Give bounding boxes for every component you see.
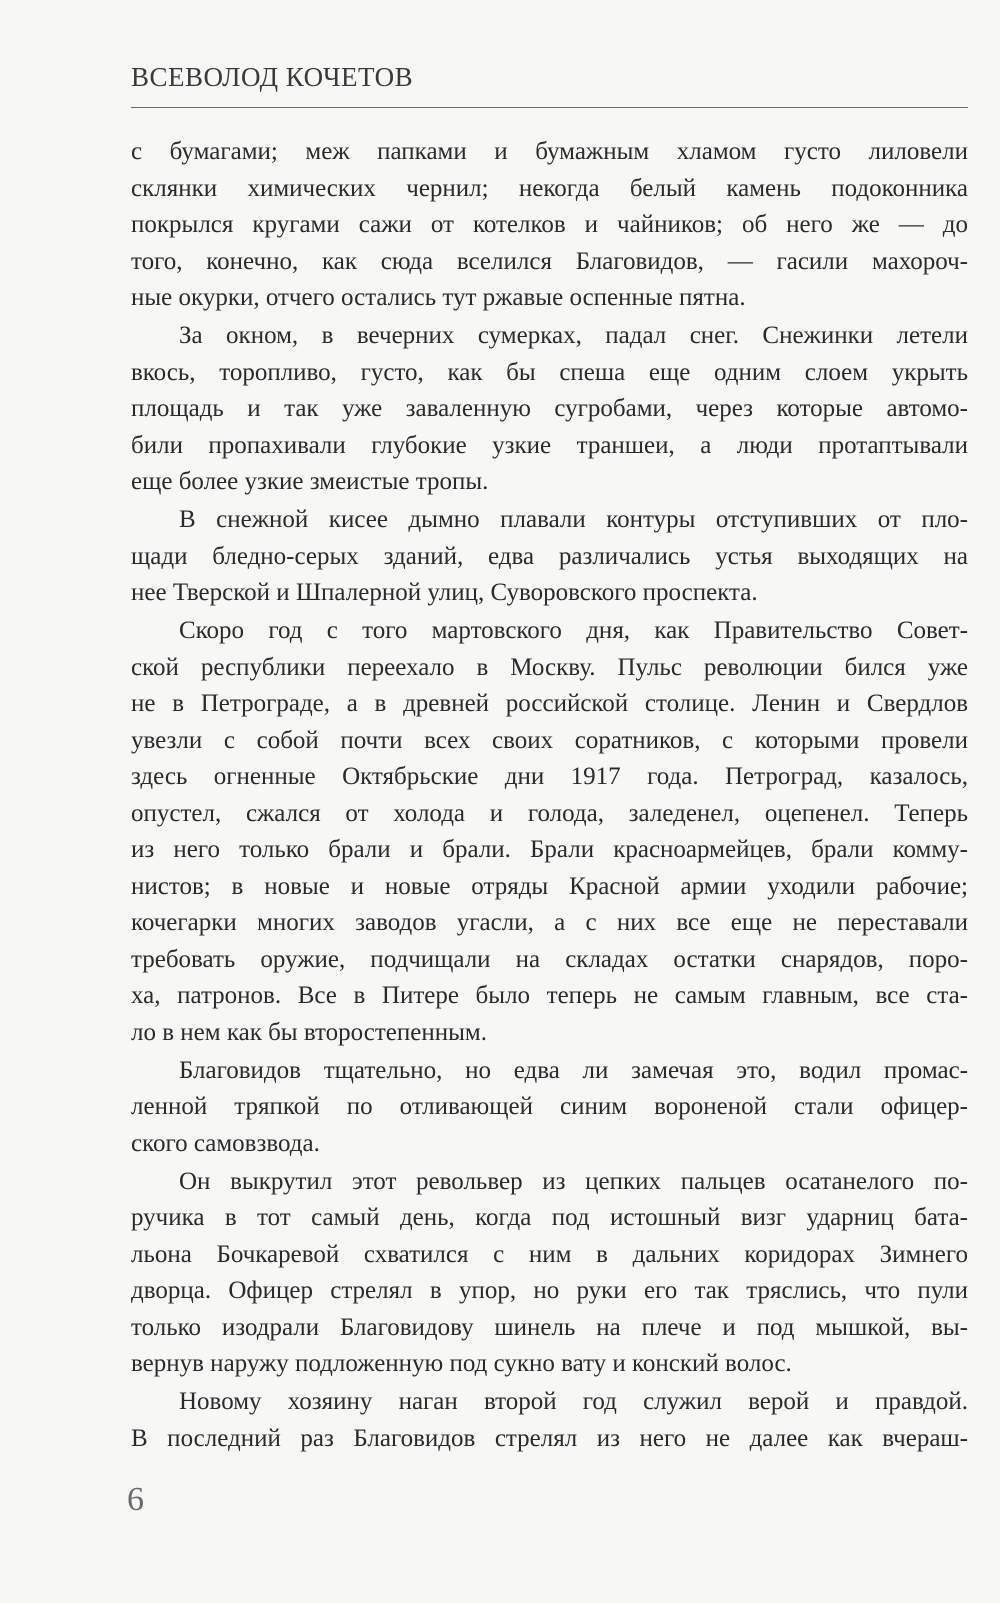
paragraph (131, 1164, 968, 1383)
paragraph (131, 318, 968, 501)
text-line: дворца. Офицер стрелял в упор, но руки его так тряслись, что пули (131, 1277, 968, 1304)
text-line: В последний раз Благовидов стрелял из него не далее как вчераш- (131, 1424, 968, 1452)
text-line: требовать оружие, подчищали на складах остатки снарядов, поро- (131, 945, 968, 973)
text-line: ручика в тот самый день, когда под истошный визг ударниц бата- (131, 1204, 968, 1231)
text-line: вкось, торопливо, густо, как бы спеша еще одним слоем укрыть (131, 358, 968, 386)
text-line: нее Тверской и Шпалерной улиц, Суворовского проспекта. (131, 579, 758, 606)
text-line: того, конечно, как сюда вселился Благовидов, — гасили махороч- (131, 247, 968, 275)
text-line: не в Петрограде, а в древней российской столице. Ленин и Свердлов (131, 690, 968, 717)
text-line: кочегарки многих заводов угасли, а с них все еще не переставали (131, 909, 968, 936)
paragraph (131, 1384, 968, 1457)
page-number: 6 (127, 1481, 144, 1518)
running-head: ВСЕВОЛОД КОЧЕТОВ (131, 62, 414, 92)
text-line: ло в нем как бы второстепенным. (131, 1018, 487, 1046)
header-rule (131, 107, 968, 108)
text-line: В снежной кисее дымно плавали контуры отступивших от пло- (179, 506, 968, 533)
text-line: площадь и так уже заваленную сугробами, через которые автомо- (131, 395, 968, 422)
text-line: Скоро год с того мартовского дня, как Правительство Совет- (179, 617, 968, 644)
text-line: еще более узкие змеистые тропы. (131, 468, 489, 495)
text-line: увезли с собой почти всех своих соратников, с которыми провели (131, 726, 968, 754)
text-line: с бумагами; меж папками и бумажным хламом густо лиловели (131, 138, 968, 165)
text-line: здесь огненные Октябрьские дни 1917 года. Петроград, казалось, (131, 763, 968, 790)
text-line: только изодрали Благовидову шинель на плече и под мышкой, вы- (131, 1313, 968, 1341)
paragraph (131, 502, 968, 612)
text-line: били пропахивали глубокие узкие траншеи, а люди протаптывали (131, 431, 968, 459)
text-line: Он выкрутил этот револьвер из цепких пальцев осатанелого по- (179, 1167, 968, 1195)
text-line: нистов; в новые и новые отряды Красной армии уходили рабочие; (131, 872, 968, 900)
text-line: ха, патронов. Все в Питере было теперь не самым главным, все ста- (131, 982, 968, 1009)
text-line: из него только брали и брали. Брали красноармейцев, брали комму- (131, 836, 968, 863)
paragraph (131, 134, 968, 317)
text-line: ленной тряпкой по отливающей синим вороненой стали офицер- (131, 1093, 968, 1120)
text-line: вернув наружу подложенную под сукно вату и конский волос. (131, 1350, 792, 1377)
text-line: Благовидов тщательно, но едва ли замечая это, водил промас- (179, 1056, 968, 1084)
text-line: Новому хозяину наган второй год служил верой и правдой. (179, 1388, 968, 1415)
text-line: опустел, сжался от холода и голода, заледенел, оцепенел. Теперь (131, 799, 968, 827)
paragraph (131, 1053, 968, 1163)
text-line: щади бледно-серых зданий, едва различались устья выходящих на (131, 542, 968, 570)
text-line: За окном, в вечерних сумерках, падал снег. Снежинки летели (179, 322, 968, 349)
body-text (131, 134, 968, 1459)
text-line: ные окурки, отчего остались тут ржавые оспенные пятна. (131, 284, 746, 311)
text-line: ского самовзвода. (131, 1129, 320, 1157)
text-line: льона Бочкаревой схватился с ним в дальних коридорах Зимнего (131, 1240, 968, 1268)
text-line: ской республики переехало в Москву. Пульс революции бился уже (131, 653, 968, 681)
text-line: покрылся кругами сажи от котелков и чайников; об него же — до (131, 211, 968, 238)
text-line: склянки химических чернил; некогда белый камень подоконника (131, 174, 968, 202)
paragraph (131, 613, 968, 1051)
